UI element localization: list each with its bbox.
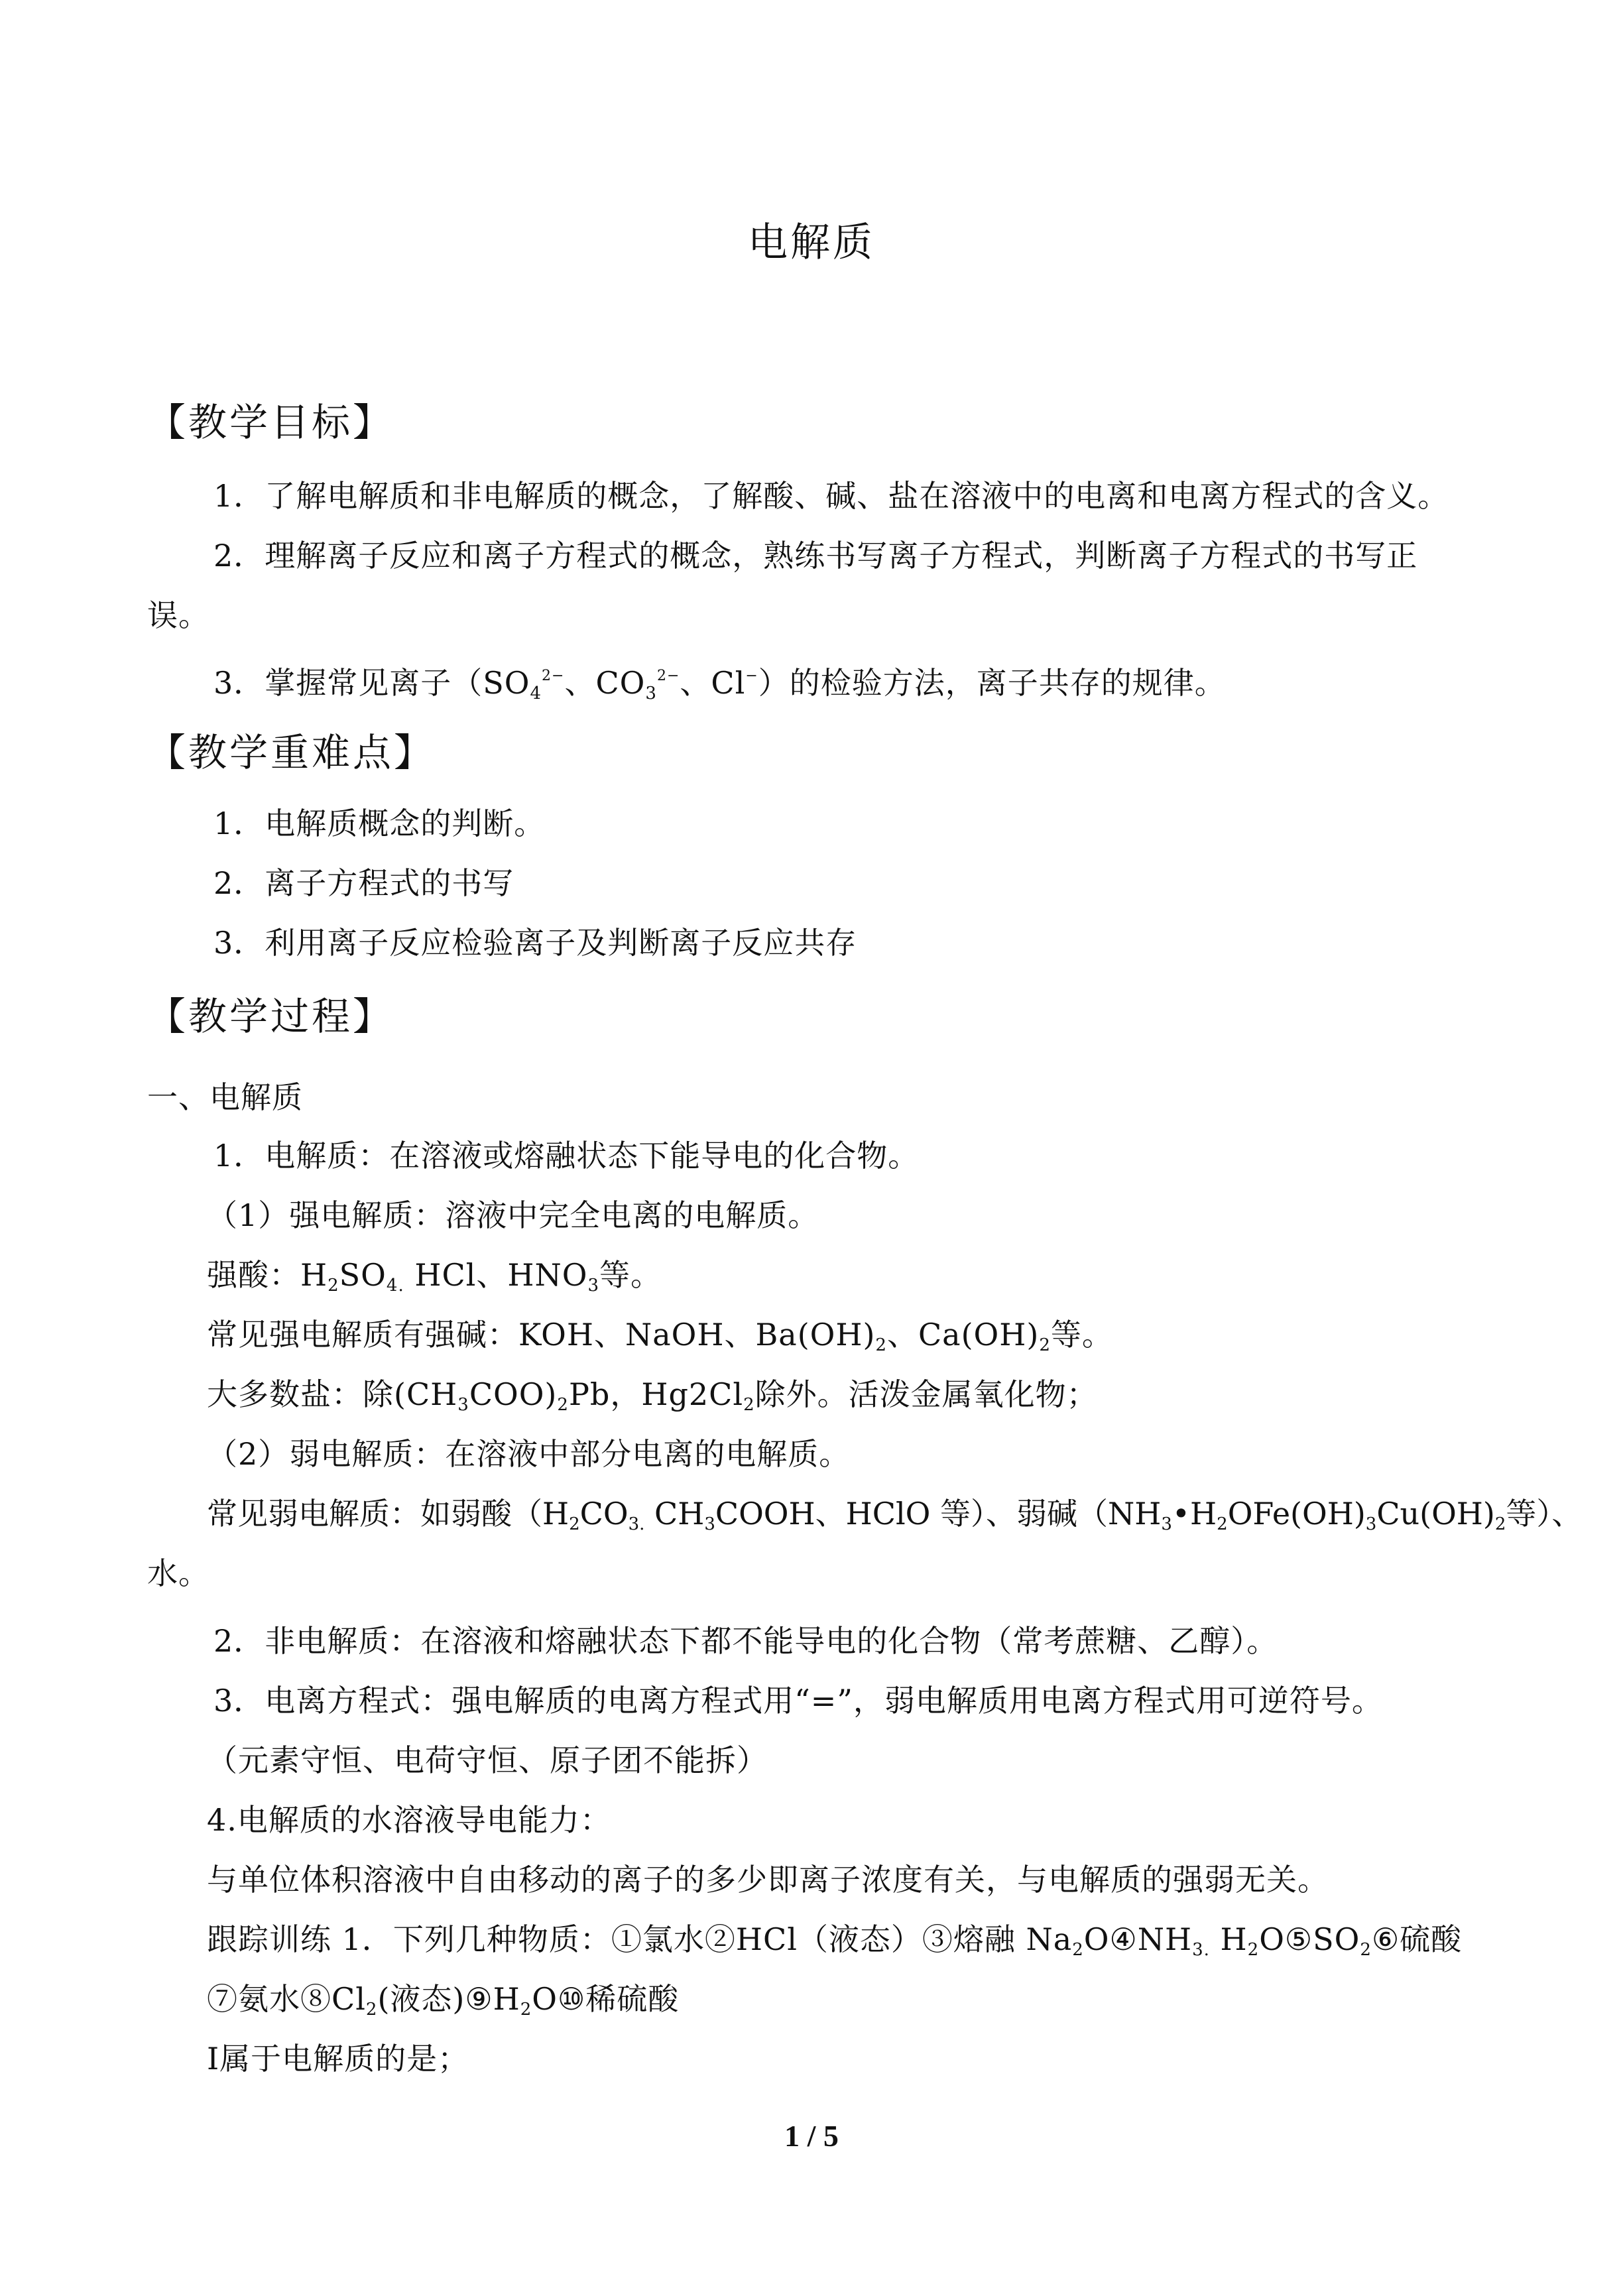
page-title: 电解质 <box>748 219 875 266</box>
text-span: 大多数盐：除(CH <box>207 1376 458 1412</box>
subscript: 2 <box>1072 1940 1084 1960</box>
subscript: 3 <box>704 1514 715 1534</box>
subscript: 3. <box>628 1514 645 1534</box>
process-line: 4.电解质的水溶液导电能力： <box>207 1802 611 1838</box>
page-number: 1 / 5 <box>784 2119 839 2153</box>
text-span: OFe(OH) <box>1227 1496 1366 1532</box>
text-span: O⑩稀硫酸 <box>532 1981 680 2017</box>
key-point-3: 3．利用离子反应检验离子及判断离子反应共存 <box>213 925 857 961</box>
key-point-1: 1．电解质概念的判断。 <box>213 806 546 841</box>
subscript: 2 <box>569 1514 580 1534</box>
text-span: O⑤SO <box>1259 1921 1360 1957</box>
process-line: （2）弱电解质：在溶液中部分电离的电解质。 <box>207 1436 851 1472</box>
process-line: 3．电离方程式：强电解质的电离方程式用“=”，弱电解质用电离方程式用可逆符号。 <box>213 1683 1383 1719</box>
subscript: 2 <box>365 2000 378 2020</box>
section-heading-process: 【教学过程】 <box>147 994 394 1039</box>
subscript: 4. <box>386 1276 404 1296</box>
process-line: （元素守恒、电荷守恒、原子团不能拆） <box>207 1742 768 1778</box>
key-point-2: 2．离子方程式的书写 <box>213 865 514 901</box>
text-span: 强酸：H <box>207 1257 328 1293</box>
subscript: 3 <box>1161 1514 1172 1534</box>
subscript: 2 <box>1247 1940 1260 1960</box>
subscript: 3 <box>1365 1514 1377 1534</box>
text-span: CH <box>644 1496 705 1532</box>
text-span: COO) <box>469 1376 558 1412</box>
superscript: 2− <box>656 668 680 684</box>
text-span: SO <box>339 1257 387 1293</box>
process-line <box>207 1494 1582 1534</box>
text-span: 常见强电解质有强碱：KOH、NaOH、Ba(OH) <box>207 1317 876 1353</box>
subscript: 2 <box>557 1395 569 1415</box>
process-line <box>207 1255 662 1295</box>
text-span: ⑥硫酸 <box>1371 1921 1463 1957</box>
exercise-line: Ⅰ属于电解质的是； <box>207 2041 469 2077</box>
subsection-electrolyte: 一、电解质 <box>147 1079 303 1115</box>
process-line: 与单位体积溶液中自由移动的离子的多少即离子浓度有关，与电解质的强弱无关。 <box>207 1862 1329 1898</box>
superscript: − <box>745 668 758 684</box>
subscript: 3. <box>1192 1940 1210 1960</box>
text-span: HCl、HNO <box>404 1257 588 1293</box>
exercise-line <box>207 1919 1462 1959</box>
subscript: 2 <box>1217 1514 1228 1534</box>
text-span: H <box>1209 1921 1248 1957</box>
text-span: 、Ca(OH) <box>886 1317 1040 1353</box>
text-span: 跟踪训练 1．下列几种物质：①氯水②HCl（液态）③熔融 Na <box>207 1921 1073 1957</box>
text-span: COOH、HClO 等）、弱碱（NH <box>715 1496 1162 1532</box>
text-span: 除外。活泼金属氧化物； <box>754 1376 1098 1412</box>
subscript: 3 <box>645 684 657 703</box>
text-span: •H <box>1172 1496 1217 1532</box>
subscript: 2 <box>1494 1514 1506 1534</box>
subscript: 2 <box>875 1335 887 1355</box>
text-span: 等。 <box>1050 1317 1113 1353</box>
subscript: 3 <box>587 1276 599 1296</box>
text-span: ⑦氨水⑧Cl <box>207 1981 366 2017</box>
subscript: 2 <box>1360 1940 1372 1960</box>
process-line-cont: 水。 <box>147 1555 210 1591</box>
exercise-line <box>207 1979 679 2019</box>
text-span: 3．掌握常见离子（SO <box>213 665 530 701</box>
section-heading-key-points: 【教学重难点】 <box>147 730 436 775</box>
superscript: 2− <box>542 668 565 684</box>
text-span: Cu(OH) <box>1376 1496 1495 1532</box>
process-line: 2．非电解质：在溶液和熔融状态下都不能导电的化合物（常考蔗糖、乙醇）。 <box>213 1623 1278 1659</box>
subscript: 2 <box>743 1395 755 1415</box>
subscript: 3 <box>457 1395 469 1415</box>
text-span: ）的检验方法，离子共存的规律。 <box>758 665 1226 701</box>
text-span: 常见弱电解质：如弱酸（H <box>207 1496 570 1532</box>
text-span: CO <box>579 1496 629 1532</box>
text-span: O④NH <box>1083 1921 1193 1957</box>
process-line <box>207 1315 1113 1355</box>
process-line <box>207 1374 1098 1414</box>
subscript: 2 <box>520 2000 532 2020</box>
section-heading-objectives: 【教学目标】 <box>147 400 394 445</box>
text-span: 、Cl <box>680 665 746 701</box>
objective-item-2: 2．理解离子反应和离子方程式的概念，熟练书写离子方程式，判断离子方程式的书写正 <box>213 538 1418 574</box>
text-span: Pb，Hg2Cl <box>568 1376 744 1412</box>
subscript: 2 <box>328 1276 339 1296</box>
process-line: （1）强电解质：溶液中完全电离的电解质。 <box>207 1197 819 1233</box>
text-span: 等）、 <box>1506 1496 1583 1532</box>
objective-item-2-cont: 误。 <box>147 597 210 633</box>
text-span: 等。 <box>599 1257 662 1293</box>
text-span: (液态)⑨H <box>377 1981 520 2017</box>
objective-item-1: 1．了解电解质和非电解质的概念，了解酸、碱、盐在溶液中的电离和电离方程式的含义。 <box>213 478 1449 514</box>
objective-item-3 <box>213 663 1226 703</box>
subscript: 4 <box>530 684 542 703</box>
text-span: 、CO <box>564 665 646 701</box>
process-line: 1．电解质：在溶液或熔融状态下能导电的化合物。 <box>213 1138 920 1174</box>
subscript: 2 <box>1039 1335 1051 1355</box>
